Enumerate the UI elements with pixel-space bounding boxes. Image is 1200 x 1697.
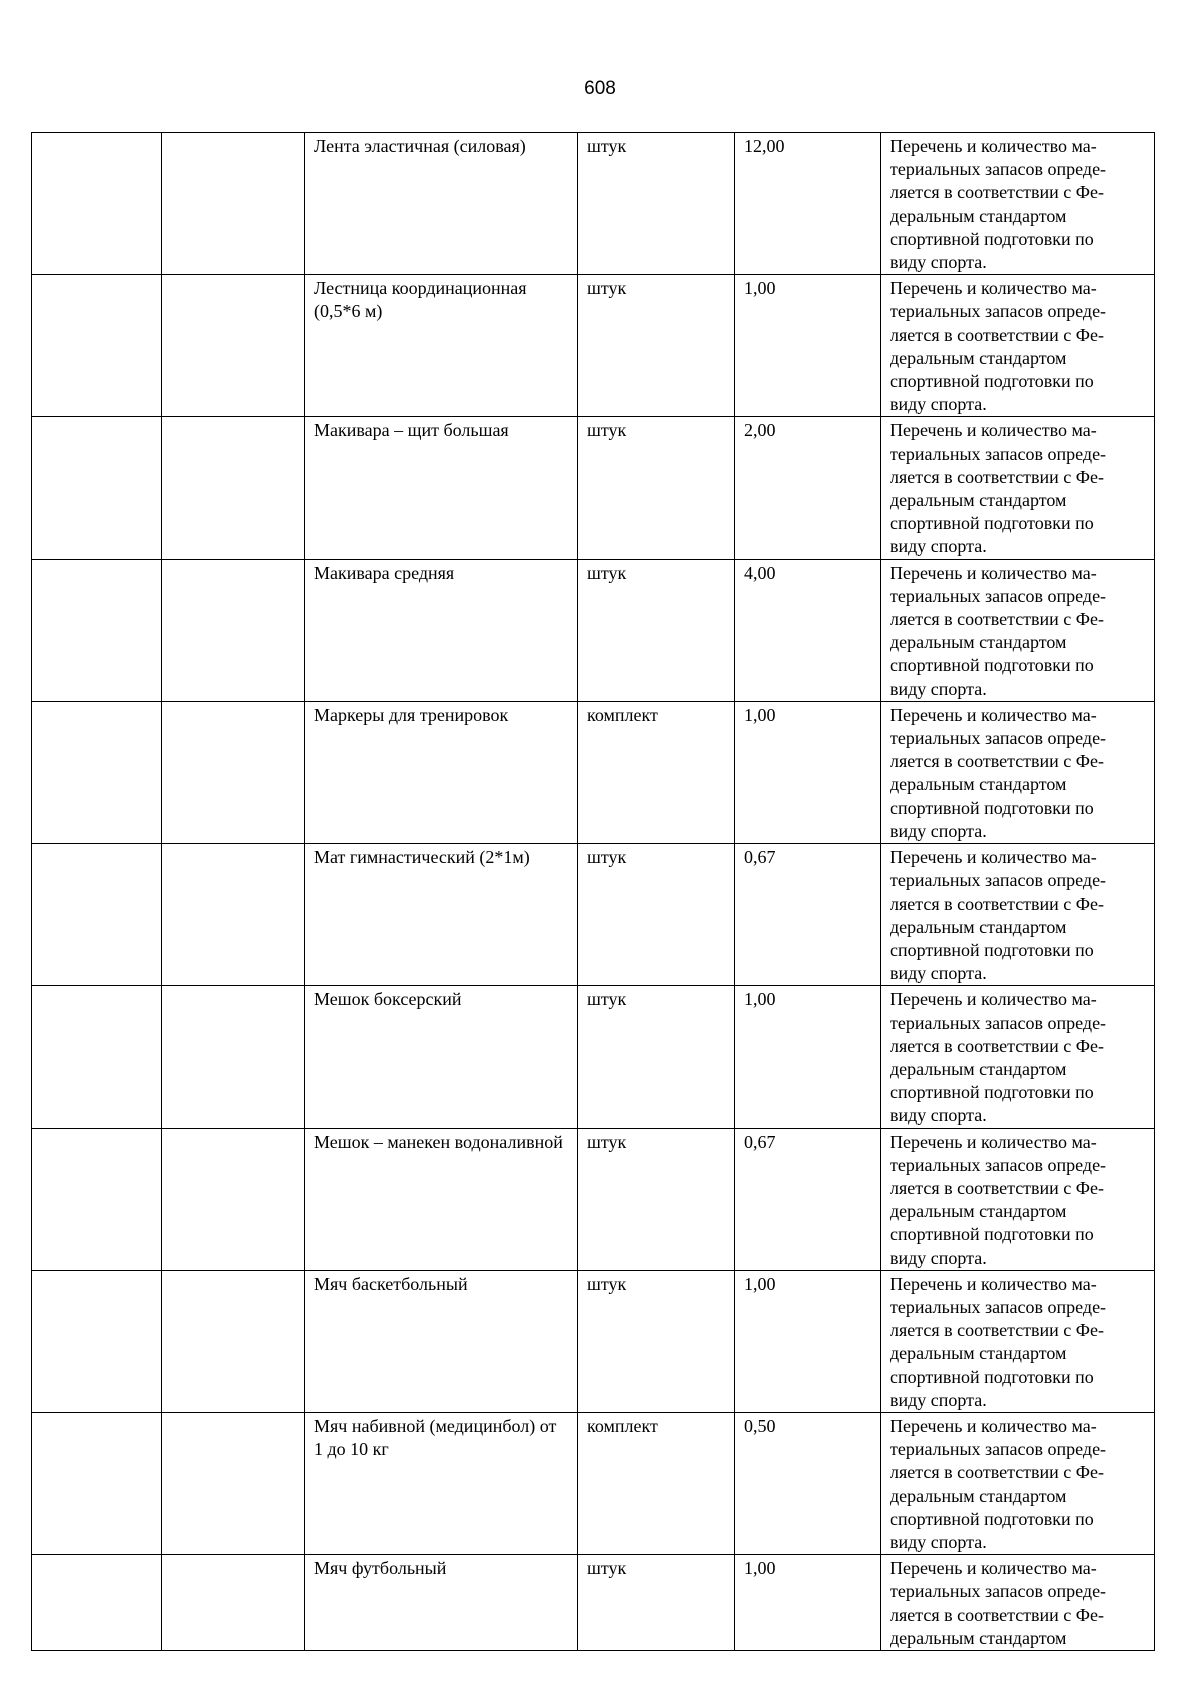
note-line: Перечень и количество ма- (890, 136, 1097, 156)
note-line: деральным стандартом (890, 1058, 1067, 1079)
quantity-cell: 2,00 (735, 417, 881, 559)
note-line: ляется в соответствии с Фе- (890, 466, 1105, 487)
empty-cell (162, 1128, 305, 1270)
unit-cell: комплект (578, 701, 735, 843)
note-line: виду спорта. (890, 1389, 987, 1410)
note-line: деральным стандартом (890, 1343, 1067, 1364)
note-line: Перечень и количество ма- (890, 1131, 1097, 1152)
item-name-cell: Мешок боксерский (305, 986, 578, 1128)
unit-cell: штук (578, 417, 735, 559)
empty-cell (32, 986, 162, 1128)
table-row (32, 701, 1155, 843)
empty-cell (162, 417, 305, 559)
note-line: деральным стандартом (890, 632, 1067, 653)
note-line: Перечень и количество ма- (890, 1558, 1097, 1579)
table-row (32, 1128, 1155, 1270)
note-line: териальных запасов опреде- (890, 1154, 1107, 1175)
note-line: спортивной подготовки по (890, 513, 1094, 534)
table-row (32, 1412, 1155, 1554)
item-name-cell: Маркеры для тренировок (305, 701, 578, 843)
note-line: деральным стандартом (890, 1201, 1067, 1222)
table-row (32, 275, 1155, 417)
empty-cell (32, 417, 162, 559)
unit-cell: штук (578, 1555, 735, 1651)
note-line: териальных запасов опреде- (890, 1439, 1107, 1460)
note-cell (881, 701, 1155, 843)
empty-cell (32, 701, 162, 843)
note-line: спортивной подготовки по (890, 1224, 1094, 1245)
note-line: виду спорта. (890, 394, 987, 415)
empty-cell (162, 1412, 305, 1554)
note-cell (881, 1555, 1155, 1651)
item-name-cell: Лестница координационная (0,5*6 м) (305, 275, 578, 417)
note-cell (881, 1270, 1155, 1412)
table-row (32, 417, 1155, 559)
unit-cell: штук (578, 1270, 735, 1412)
item-name-cell: Макивара – щит большая (305, 417, 578, 559)
note-line: спортивной подготовки по (890, 797, 1094, 818)
empty-cell (162, 559, 305, 701)
quantity-cell: 1,00 (735, 275, 881, 417)
quantity-cell: 1,00 (735, 1270, 881, 1412)
note-cell (881, 1412, 1155, 1554)
note-line: ляется в соответствии с Фе- (890, 893, 1105, 914)
table-row (32, 559, 1155, 701)
note-line: териальных запасов опреде- (890, 301, 1107, 322)
note-line: териальных запасов опреде- (890, 159, 1107, 180)
table-row (32, 1555, 1155, 1651)
quantity-cell: 1,00 (735, 701, 881, 843)
note-line: ляется в соответствии с Фе- (890, 1604, 1105, 1625)
note-line: териальных запасов опреде- (890, 728, 1107, 749)
page-number: 608 (584, 78, 616, 99)
item-name-cell: Мяч набивной (медицинбол) от 1 до 10 кг (305, 1412, 578, 1554)
note-line: териальных запасов опреде- (890, 1296, 1107, 1317)
empty-cell (162, 275, 305, 417)
item-name-cell: Мяч баскетбольный (305, 1270, 578, 1412)
item-name-cell: Макивара средняя (305, 559, 578, 701)
note-line: виду спорта. (890, 536, 987, 557)
empty-cell (32, 559, 162, 701)
note-line: териальных запасов опреде- (890, 585, 1107, 606)
note-cell (881, 133, 1155, 275)
note-cell (881, 844, 1155, 986)
empty-cell (162, 1555, 305, 1651)
note-line: Перечень и количество ма- (890, 989, 1097, 1010)
note-line: спортивной подготовки по (890, 1508, 1094, 1529)
note-line: виду спорта. (890, 1531, 987, 1552)
table-row (32, 986, 1155, 1128)
empty-cell (32, 1128, 162, 1270)
quantity-cell: 0,67 (735, 1128, 881, 1270)
note-line: деральным стандартом (890, 1627, 1067, 1648)
note-line: ляется в соответствии с Фе- (890, 1462, 1105, 1483)
note-line: спортивной подготовки по (890, 371, 1094, 392)
note-line: деральным стандартом (890, 490, 1067, 511)
note-line: виду спорта. (890, 963, 987, 984)
note-line: деральным стандартом (890, 205, 1067, 226)
note-cell (881, 986, 1155, 1128)
item-name-cell: Лента эластичная (силовая) (305, 133, 578, 275)
unit-cell: штук (578, 275, 735, 417)
note-line: териальных запасов опреде- (890, 1012, 1107, 1033)
note-line: деральным стандартом (890, 1485, 1067, 1506)
note-line: виду спорта. (890, 1247, 987, 1268)
note-line: Перечень и количество ма- (890, 420, 1097, 441)
note-line: Перечень и количество ма- (890, 847, 1097, 868)
table-row (32, 844, 1155, 986)
note-line: спортивной подготовки по (890, 228, 1094, 249)
quantity-cell: 12,00 (735, 133, 881, 275)
note-line: спортивной подготовки по (890, 1082, 1094, 1103)
note-line: деральным стандартом (890, 347, 1067, 368)
empty-cell (162, 1270, 305, 1412)
note-line: ляется в соответствии с Фе- (890, 324, 1105, 345)
note-line: ляется в соответствии с Фе- (890, 1177, 1105, 1198)
note-line: виду спорта. (890, 678, 987, 699)
note-line: ляется в соответствии с Фе- (890, 1035, 1105, 1056)
empty-cell (162, 701, 305, 843)
empty-cell (162, 133, 305, 275)
table-row (32, 1270, 1155, 1412)
note-line: ляется в соответствии с Фе- (890, 751, 1105, 772)
quantity-cell: 4,00 (735, 559, 881, 701)
note-line: Перечень и количество ма- (890, 562, 1097, 583)
equipment-table (31, 132, 1155, 1651)
quantity-cell: 1,00 (735, 1555, 881, 1651)
empty-cell (32, 275, 162, 417)
note-cell (881, 417, 1155, 559)
note-line: спортивной подготовки по (890, 1366, 1094, 1387)
note-line: териальных запасов опреде- (890, 870, 1107, 891)
quantity-cell: 0,50 (735, 1412, 881, 1554)
quantity-cell: 1,00 (735, 986, 881, 1128)
item-name-cell: Мешок – манекен водоналивной (305, 1128, 578, 1270)
unit-cell: штук (578, 986, 735, 1128)
note-line: спортивной подготовки по (890, 655, 1094, 676)
quantity-cell: 0,67 (735, 844, 881, 986)
item-name-cell: Мат гимнастический (2*1м) (305, 844, 578, 986)
empty-cell (32, 1412, 162, 1554)
note-line: териальных запасов опреде- (890, 443, 1107, 464)
note-line: Перечень и количество ма- (890, 1415, 1097, 1436)
empty-cell (32, 1555, 162, 1651)
note-line: виду спорта. (890, 1105, 987, 1126)
empty-cell (32, 1270, 162, 1412)
table-body (32, 133, 1155, 1651)
note-cell (881, 559, 1155, 701)
note-line: Перечень и количество ма- (890, 278, 1097, 299)
unit-cell: штук (578, 844, 735, 986)
unit-cell: штук (578, 1128, 735, 1270)
unit-cell: комплект (578, 1412, 735, 1554)
note-line: виду спорта. (890, 252, 987, 273)
note-line: Перечень и количество ма- (890, 1273, 1097, 1294)
note-line: ляется в соответствии с Фе- (890, 1320, 1105, 1341)
note-line: спортивной подготовки по (890, 939, 1094, 960)
note-line: ляется в соответствии с Фе- (890, 182, 1105, 203)
note-line: ляется в соответствии с Фе- (890, 609, 1105, 630)
unit-cell: штук (578, 559, 735, 701)
note-line: деральным стандартом (890, 774, 1067, 795)
note-line: деральным стандартом (890, 916, 1067, 937)
empty-cell (162, 844, 305, 986)
note-cell (881, 1128, 1155, 1270)
note-cell (881, 275, 1155, 417)
unit-cell: штук (578, 133, 735, 275)
note-line: териальных запасов опреде- (890, 1581, 1107, 1602)
empty-cell (32, 133, 162, 275)
empty-cell (162, 986, 305, 1128)
note-line: Перечень и количество ма- (890, 704, 1097, 725)
note-line: виду спорта. (890, 820, 987, 841)
empty-cell (32, 844, 162, 986)
item-name-cell: Мяч футбольный (305, 1555, 578, 1651)
table-row (32, 133, 1155, 275)
